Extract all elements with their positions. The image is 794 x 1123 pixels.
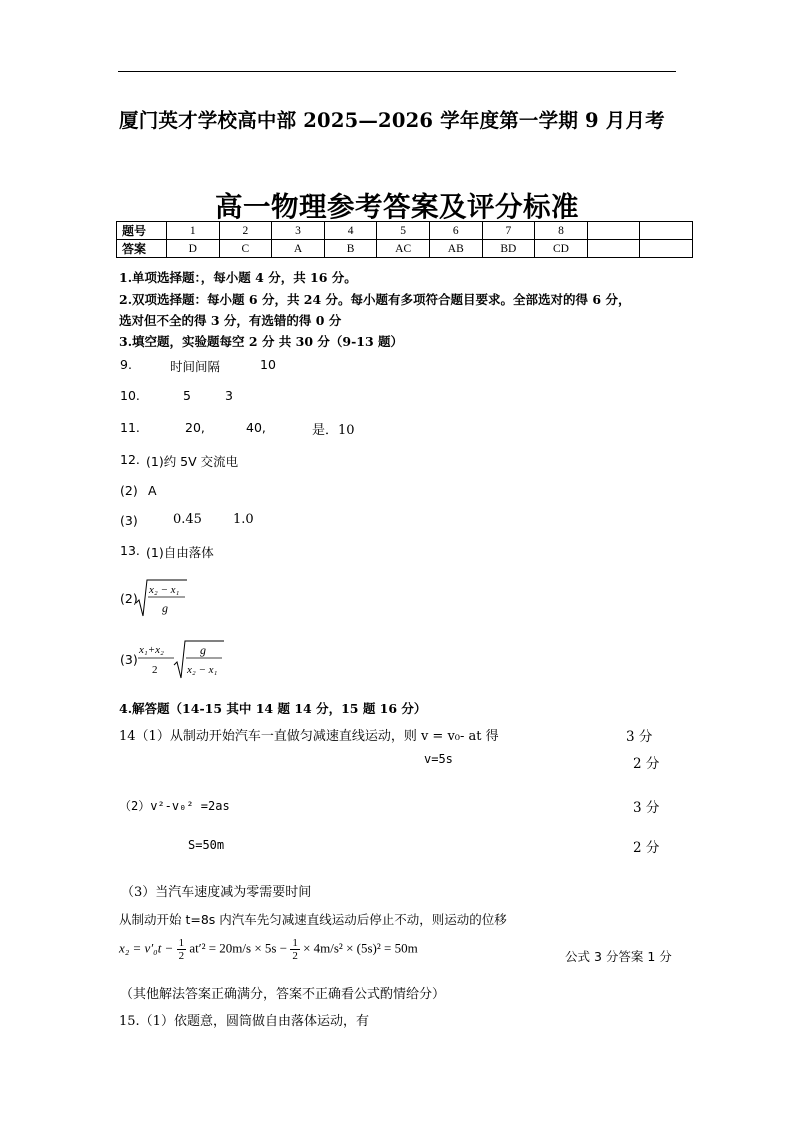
answer-cell: B [324,240,377,258]
question-number-cell [640,222,693,240]
instruction-double-choice-cont: 选对但不全的得 3 分，有选错的得 0 分 [119,313,342,328]
question-number-cell: 5 [377,222,430,240]
q12-number: 12. [120,452,140,467]
q13-formula-sqrt-ratio [135,578,190,620]
table-row-label: 题号 [117,222,167,240]
question-number-cell: 1 [167,222,220,240]
q12-answer-3a: 0.45 [173,512,202,527]
q12-part-2-label: (2) [120,483,138,498]
answer-cell: AB [429,240,482,258]
formula-term-3: × 4m/s² × (5s)² = 50m [303,940,418,956]
q14-part-3-description: 从制动开始 t=8s 内汽车先匀减速直线运动后停止不动，则运动的位移 [119,912,507,927]
table-row [117,240,693,258]
exam-title: 厦门英才学校高中部 2025—2026 学年度第一学期 9 月月考 [119,109,665,132]
q14-part-3-score: 公式 3 分答案 1 分 [565,949,672,964]
formula-denominator: g [162,601,168,615]
q9-answer-2: 10 [260,357,276,372]
q14-part-3: （3）当汽车速度减为零需要时间 [121,885,312,900]
formula-term-1: x₂ = v′₀t − [119,940,174,956]
q14-part-1-result: v=5s [424,752,453,766]
answer-cell: C [219,240,272,258]
question-number-cell: 6 [429,222,482,240]
formula-numerator: x₂ − x₁ [149,584,180,596]
q11-number: 11. [120,420,140,435]
question-number-cell: 8 [535,222,588,240]
formula-numerator: g [200,643,206,657]
q14-part-2-result-score: 2 分 [633,840,660,856]
table-row [117,222,693,240]
answer-cell: D [167,240,220,258]
question-number-cell: 4 [324,222,377,240]
q11-answer-3: 是．10 [312,423,355,438]
q14-part-1: 14（1）从制动开始汽车一直做匀减速直线运动，则 v = v₀- at 得 [119,729,499,744]
q13-formula-mean-sqrt [136,638,228,682]
question-number-cell: 3 [272,222,325,240]
q14-part-2-result: S=50m [188,838,225,852]
q14-part-2: （2）v²-v₀² =2as [119,799,230,813]
instruction-double-choice: 2.双项选择题：每小题 6 分，共 24 分。每小题有多项符合题目要求。全部选对的得 6 分， [119,292,631,307]
q14-part-1-result-score: 2 分 [633,756,660,772]
page-title: 高一物理参考答案及评分标准 [215,191,579,223]
q12-part-3-label: (3) [120,513,138,528]
q10-answer-1: 5 [183,388,191,403]
q13-answer-1: (1)自由落体 [146,545,214,560]
q11-answer-1: 20, [185,420,205,435]
q12-answer-2: A [148,483,157,498]
answer-cell: BD [482,240,535,258]
fraction-half: $\frac{1}{2}$ [178,937,185,962]
q15-part-1: 15.（1）依题意，圆筒做自由落体运动，有 [119,1014,369,1029]
table-row-label: 答案 [117,240,167,258]
q12-answer-1: (1)约 5V 交流电 [146,454,239,469]
formula-denominator: x₂ − x₁ [187,664,218,676]
formula-numerator: x₁+x₂ [139,644,164,656]
solutions-heading: 4.解答题（14-15 其中 14 题 14 分，15 题 16 分） [119,701,427,716]
formula-denominator: 2 [152,664,158,676]
q9-number: 9. [120,357,132,372]
q13-part-2-label: (2) [120,591,138,606]
answer-cell [587,240,640,258]
answer-cell: AC [377,240,430,258]
q10-number: 10. [120,388,140,403]
question-number-cell [587,222,640,240]
question-number-cell: 2 [219,222,272,240]
formula-term-2: at′² = 20m/s × 5s − [189,940,288,956]
q9-answer-1: 时间间隔 [170,359,221,374]
q12-answer-3b: 1.0 [233,512,254,527]
question-number-cell: 7 [482,222,535,240]
q14-part-3-formula [119,937,418,962]
instruction-single-choice: 1.单项选择题：，每小题 4 分，共 16 分。 [119,270,357,285]
q13-number: 13. [120,543,140,558]
answer-cell [640,240,693,258]
header-rule [118,71,676,72]
instruction-fill-blank: 3.填空题，实验题每空 2 分 共 30 分（9-13 题） [119,334,404,349]
q14-note: （其他解法答案正确满分，答案不正确看公式酌情给分） [120,987,446,1002]
q11-answer-2: 40, [246,420,266,435]
q13-part-3-label: (3) [120,652,138,667]
answer-cell: CD [535,240,588,258]
answer-table [116,221,693,258]
fraction-half: $\frac{1}{2}$ [292,937,298,962]
q14-part-1-score: 3 分 [626,729,653,745]
answer-cell: A [272,240,325,258]
q14-part-2-score: 3 分 [633,800,660,816]
q10-answer-2: 3 [225,388,233,403]
